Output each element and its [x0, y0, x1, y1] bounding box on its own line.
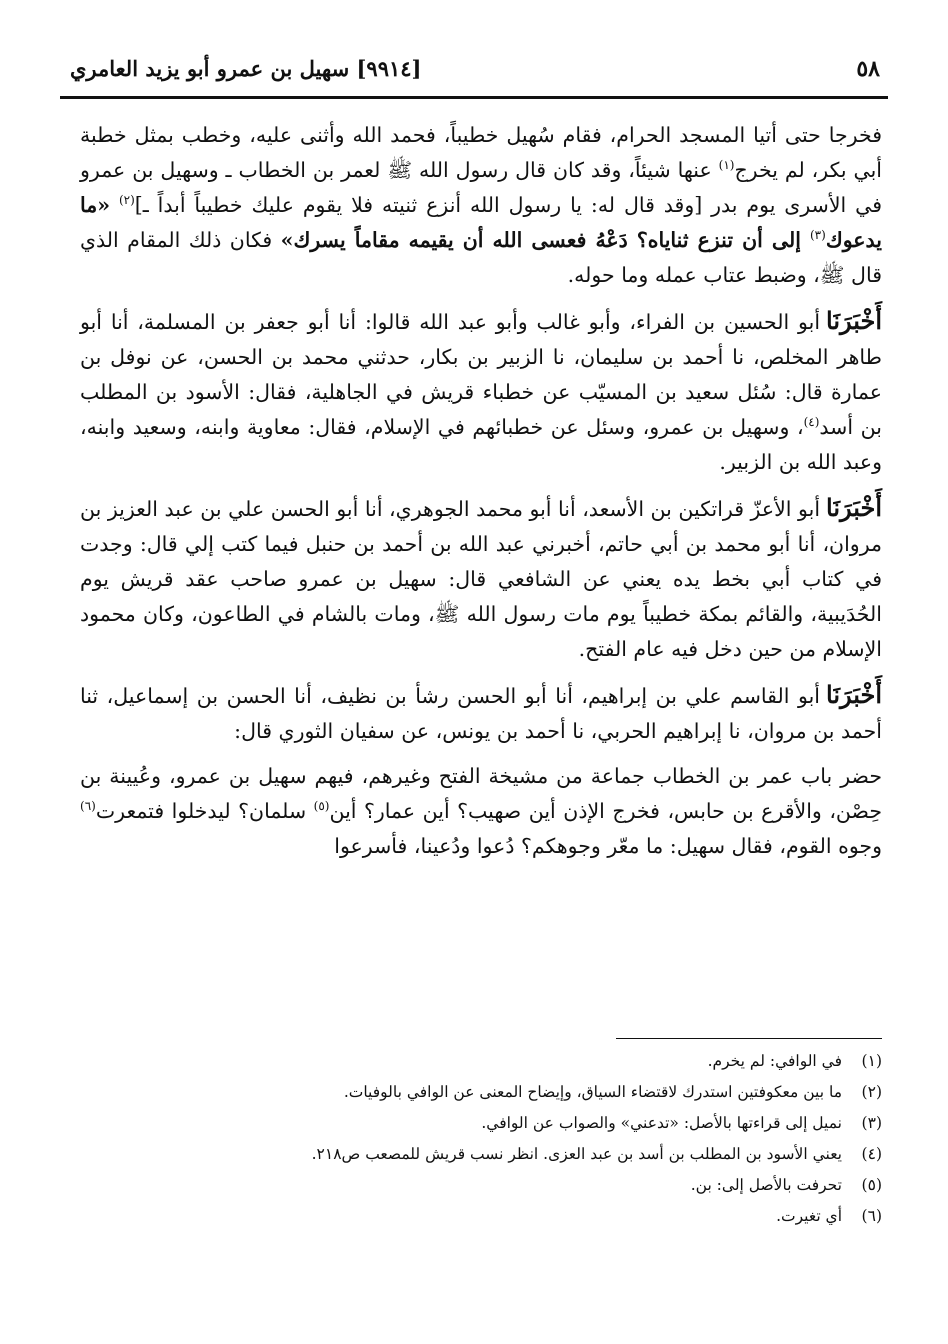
footnote: [120, 1201, 882, 1232]
text: فكان ذلك المقام الذي قال ﷺ، وضبط عتاب عمله وما حوله.: [80, 228, 882, 287]
text: عنها شيئاً، وقد كان قال رسول الله ﷺ لعمر بن الخطاب ـ وسهيل بن عمرو في الأسرى يوم بدر [وقد قال له: يا رسول الله أنزع ثنيته فلا يقوم عليك خطيباً أبداً ـ]: [80, 158, 882, 217]
footnote-text: نميل إلى قراءتها بالأصل: «تدعني» والصواب عن الوافي.: [481, 1114, 842, 1132]
paragraph-3: [80, 490, 882, 667]
footnote-ref: (٤): [803, 415, 820, 430]
footnotes: [120, 1046, 882, 1232]
hadith-quote: إلى أن تنزع ثناياه؟ دَعْهُ فعسى الله أن يقيمه مقاماً يسرك»: [280, 228, 810, 252]
paragraph-4: [80, 677, 882, 749]
paragraph-1: [80, 118, 882, 293]
footnote-number: (٤): [861, 1145, 882, 1163]
page-header: [60, 48, 888, 94]
footnote-text: ما بين معكوفتين استدرك لاقتضاء السياق، وإيضاح المعنى عن الوافي بالوفيات.: [343, 1083, 842, 1101]
text: وجوه القوم، فقال سهيل: ما معّر وجوهكم؟ دُعوا ودُعينا، فأسرعوا: [334, 834, 882, 858]
text: أبو القاسم علي بن إبراهيم، أنا أبو الحسن رشأ بن نظيف، أنا الحسن بن إسماعيل، ثنا أحمد بن مروان، نا إبراهيم الحربي، نا أحمد بن يونس، عن سفيان الثوري قال:: [80, 684, 882, 743]
footnote: [120, 1077, 882, 1108]
footnote: [120, 1139, 882, 1170]
text: أبو الحسين بن الفراء، وأبو غالب وأبو عبد الله قالوا: أنا أبو جعفر بن المسلمة، أنا أبو طاهر المخلص، نا أحمد بن سليمان، نا الزبير بن بكار، حدثني محمد بن الحسن، عن نوفل بن عمارة قال: سُئل سعيد بن المسيّب عن خطباء قريش في الجاهلية، فقال: الأسود بن المطلب بن أسد: [80, 310, 882, 439]
page-number: ٥٨: [856, 56, 880, 82]
footnote-number: (٥): [861, 1176, 882, 1194]
footnote-text: أي تغيرت.: [776, 1207, 842, 1225]
header-rule: [60, 96, 888, 99]
footnote-text: يعني الأسود بن المطلب بن أسد بن عبد العزى. انظر نسب قريش للمصعب ص٢١٨.: [311, 1145, 842, 1163]
text: أبو الأعزّ قراتكين بن الأسعد، أنا أبو محمد الجوهري، أنا أبو الحسن علي بن عبد العزيز بن مروان، أنا أبو محمد بن أبي حاتم، أخبرني عبد الله بن أحمد بن حنبل فيما كتب إلي قال: وجدت في كتاب أبي بخط يده يعني عن الشافعي قال: سهيل بن عمرو صاحب عقد قريش يوم الحُدَيبية، والقائم بمكة خطيباً يوم مات رسول الله ﷺ، ومات بالشام في الطاعون، وكان محمود الإسلام من حين دخل فيه عام الفتح.: [80, 497, 882, 661]
running-title: [٩٩١٤] سهيل بن عمرو أبو يزيد العامري: [70, 56, 422, 81]
footnote-ref: (٣): [809, 228, 826, 243]
footnote-ref: (٢): [118, 193, 135, 208]
hadith-quote: «ما يدعوك: [80, 193, 882, 252]
footnote: [120, 1108, 882, 1139]
footnote-number: (٣): [861, 1114, 882, 1132]
paragraph-2: [80, 303, 882, 480]
text: ، وسهيل بن عمرو، وسئل عن خطبائهم في الإسلام، فقال: معاوية وابنه، وسعيد وابنه، وعبد الله بن الزبير.: [80, 415, 882, 474]
akhbarana-lead: أَخْبَرَنَا: [826, 493, 882, 522]
akhbarana-lead: أَخْبَرَنَا: [826, 306, 882, 335]
text: حضر باب عمر بن الخطاب جماعة من مشيخة الفتح وغيرهم، فيهم سهيل بن عمرو، وعُيينة بن حِصْن، والأقرع بن حابس، فخرج الإذن أين صهيب؟ أين عمار؟ أين: [80, 764, 882, 823]
footnote: [120, 1046, 882, 1077]
body-text: [80, 118, 882, 874]
text: [110, 193, 119, 217]
text: فخرجا حتى أتيا المسجد الحرام، فقام سُهيل خطيباً، فحمد الله وأثنى عليه، وخطب بمثل خطبة أبي بكر، لم يخرج: [80, 123, 882, 182]
footnote-text: تحرفت بالأصل إلى: بن.: [690, 1176, 842, 1194]
footnote-number: (٢): [861, 1083, 882, 1101]
footnote-ref: (٦): [80, 799, 96, 814]
footnote-ref: (٥): [313, 799, 330, 814]
footnote-rule: [616, 1038, 882, 1039]
akhbarana-lead: أَخْبَرَنَا: [826, 680, 882, 709]
footnote-ref: (١): [718, 158, 735, 173]
text: سلمان؟ ليدخلوا فتمعرت: [95, 799, 314, 823]
paragraph-5: [80, 759, 882, 864]
footnote-number: (١): [861, 1052, 882, 1070]
footnote-text: في الوافي: لم يخرم.: [707, 1052, 842, 1070]
footnote: [120, 1170, 882, 1201]
footnote-number: (٦): [861, 1207, 882, 1225]
